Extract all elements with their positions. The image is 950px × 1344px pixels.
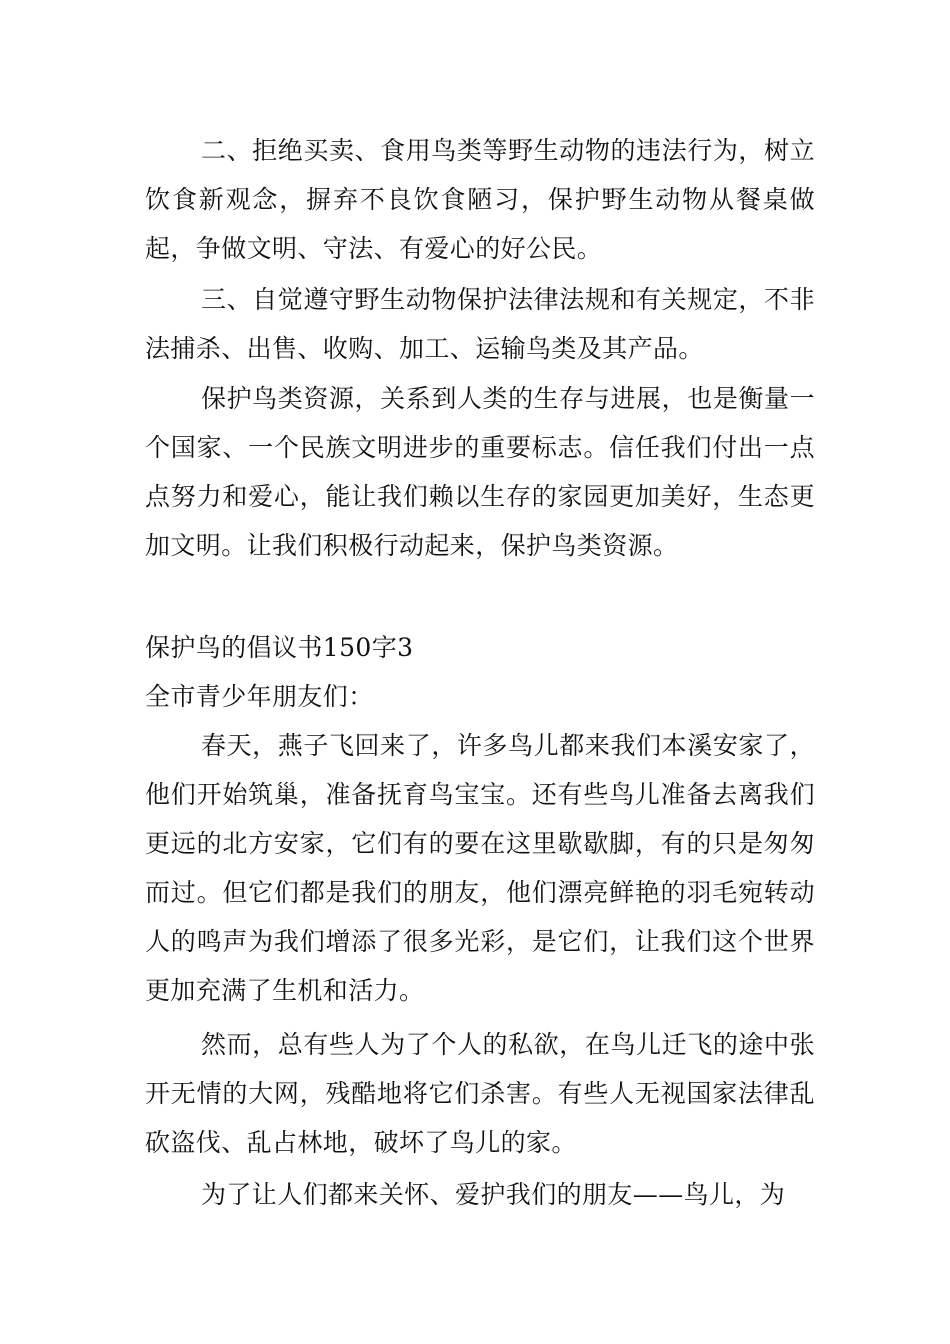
paragraph-conclusion: 保护鸟类资源，关系到人类的生存与进展，也是衡量一个国家、一个民族文明进步的重要标志。信任我们付出一点点努力和爱心，能让我们赖以生存的家园更加美好，生态更加文明。让我们积极行动起来，保护鸟类资源。 bbox=[145, 384, 815, 560]
paragraph-call-to-action: 为了让人们都来关怀、爱护我们的朋友——鸟儿，为 bbox=[201, 1180, 786, 1209]
paragraph-however: 然而，总有些人为了个人的私欲，在鸟儿迁飞的途中张开无情的大网，残酷地将它们杀害。有些人无视国家法律乱砍盗伐、乱占林地，破坏了鸟儿的家。 bbox=[145, 1030, 815, 1157]
paragraph-spring: 春天，燕子飞回来了，许多鸟儿都来我们本溪安家了，他们开始筑巢，准备抚育鸟宝宝。还有些鸟儿准备去离我们更远的北方安家，它们有的要在这里歇歇脚，有的只是匆匆而过。但它们都是我们的朋友，他们漂亮鲜艳的羽毛宛转动人的鸣声为我们增添了很多光彩，是它们，让我们这个世界更加充满了生机和活力。 bbox=[145, 731, 815, 1005]
paragraph-rule-two: 二、拒绝买卖、食用鸟类等野生动物的违法行为，树立饮食新观念，摒弃不良饮食陋习，保护野生动物从餐桌做起，争做文明、守法、有爱心的好公民。 bbox=[145, 136, 815, 263]
salutation: 全市青少年朋友们： bbox=[145, 682, 374, 711]
paragraph-rule-three: 三、自觉遵守野生动物保护法律法规和有关规定，不非法捕杀、出售、收购、加工、运输鸟类及其产品。 bbox=[145, 285, 815, 363]
section-title: 保护鸟的倡议书150字3 bbox=[145, 633, 414, 662]
